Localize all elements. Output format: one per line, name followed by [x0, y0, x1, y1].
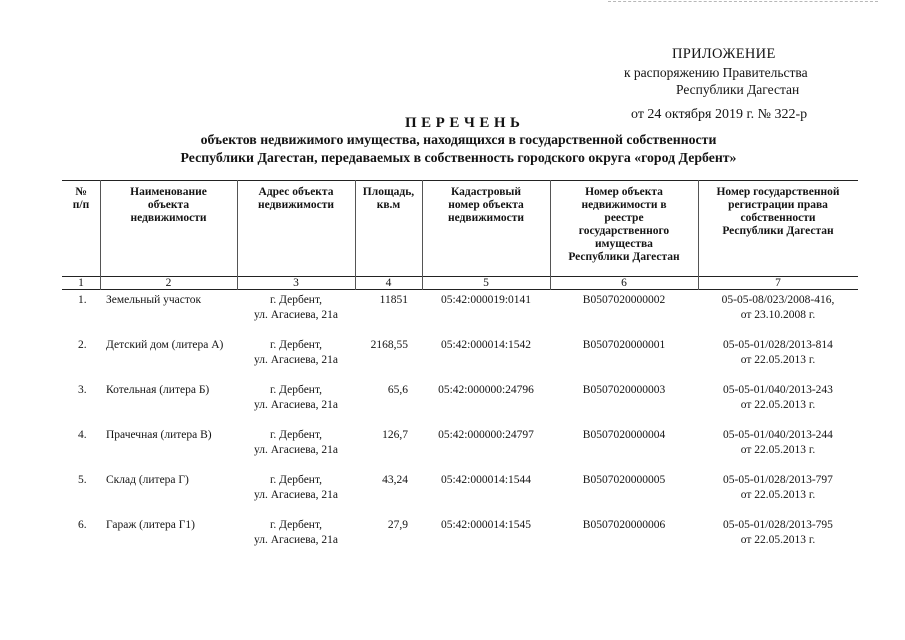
appendix-date: от 24 октября 2019 г. № 322-р: [631, 107, 808, 122]
registry-number: В0507020000002: [582, 294, 666, 306]
cadastral-number: 05:42:000019:0141: [440, 294, 532, 306]
registration-number: 05-05-01/040/2013-243 от 22.05.2013 г.: [723, 384, 833, 411]
table-top-border: [62, 180, 858, 181]
object-name: Земельный участок: [106, 294, 202, 306]
row-number: 3.: [78, 384, 87, 396]
header-registration: Номер государственной регистрации права собственности Республики Дагестан: [716, 186, 840, 237]
object-name: Прачечная (литера В): [106, 429, 212, 441]
row-number: 4.: [78, 429, 87, 441]
cadastral-number: 05:42:000014:1542: [440, 339, 532, 351]
header-area: Площадь, кв.м: [362, 186, 415, 211]
column-number: 4: [385, 277, 392, 289]
column-number: 1: [78, 277, 84, 289]
registration-number: 05-05-01/028/2013-797 от 22.05.2013 г.: [723, 474, 833, 501]
document-subtitle-2: Республики Дагестан, передаваемых в собственность городского округа «город Дербент»: [180, 150, 737, 165]
appendix-line-1: к распоряжению Правительства: [624, 65, 808, 80]
object-area: 126,7: [382, 429, 408, 441]
object-area: 2168,55: [370, 339, 408, 351]
cadastral-number: 05:42:000014:1545: [440, 519, 532, 531]
registration-number: 05-05-08/023/2008-416, от 23.10.2008 г.: [721, 294, 835, 321]
header-cadastral: Кадастровый номер объекта недвижимости: [447, 186, 524, 224]
header-name: Наименование объекта недвижимости: [130, 186, 207, 224]
column-number: 5: [483, 277, 489, 289]
registration-number: 05-05-01/040/2013-244 от 22.05.2013 г.: [723, 429, 833, 456]
registration-number: 05-05-01/028/2013-795 от 22.05.2013 г.: [723, 519, 833, 546]
row-number: 1.: [78, 294, 87, 306]
object-area: 65,6: [387, 384, 408, 396]
object-area: 43,24: [382, 474, 408, 486]
appendix-line-2: Республики Дагестан: [676, 82, 800, 97]
header-registry: Номер объекта недвижимости в реестре государственного имущества Республики Дагестан: [568, 186, 680, 263]
object-address: г. Дербент, ул. Агасиева, 21а: [254, 339, 338, 366]
appendix-title: ПРИЛОЖЕНИЕ: [672, 46, 776, 62]
registry-number: В0507020000003: [582, 384, 666, 396]
registry-number: В0507020000005: [582, 474, 666, 486]
column-number: 3: [293, 277, 299, 289]
object-name: Детский дом (литера А): [106, 339, 224, 351]
registry-number: В0507020000004: [582, 429, 666, 441]
object-name: Котельная (литера Б): [106, 384, 210, 396]
object-name: Склад (литера Г): [106, 474, 189, 486]
registry-number: В0507020000001: [582, 339, 666, 351]
object-address: г. Дербент, ул. Агасиева, 21а: [254, 294, 338, 321]
cadastral-number: 05:42:000000:24796: [438, 384, 534, 396]
cadastral-number: 05:42:000000:24797: [438, 429, 534, 441]
row-number: 6.: [78, 519, 87, 531]
header-address: Адрес объекта недвижимости: [257, 186, 334, 211]
scan-edge-line: [608, 1, 878, 2]
object-name: Гараж (литера Г1): [106, 519, 195, 531]
registration-number: 05-05-01/028/2013-814 от 22.05.2013 г.: [723, 339, 833, 366]
registry-number: В0507020000006: [582, 519, 666, 531]
object-area: 11851: [379, 294, 408, 306]
column-number: 7: [775, 277, 781, 289]
column-number: 2: [165, 277, 172, 289]
object-address: г. Дербент, ул. Агасиева, 21а: [254, 429, 338, 456]
row-number: 2.: [78, 339, 87, 351]
document-subtitle-1: объектов недвижимого имущества, находящихся в государственной собственности: [200, 132, 717, 147]
header-number: № п/п: [72, 186, 90, 211]
row-number: 5.: [78, 474, 87, 486]
document-title: ПЕРЕЧЕНЬ: [405, 115, 525, 131]
cadastral-number: 05:42:000014:1544: [440, 474, 532, 486]
object-address: г. Дербент, ул. Агасиева, 21а: [254, 384, 338, 411]
column-number: 6: [621, 277, 627, 289]
object-address: г. Дербент, ул. Агасиева, 21а: [254, 474, 338, 501]
object-address: г. Дербент, ул. Агасиева, 21а: [254, 519, 338, 546]
object-area: 27,9: [387, 519, 408, 531]
